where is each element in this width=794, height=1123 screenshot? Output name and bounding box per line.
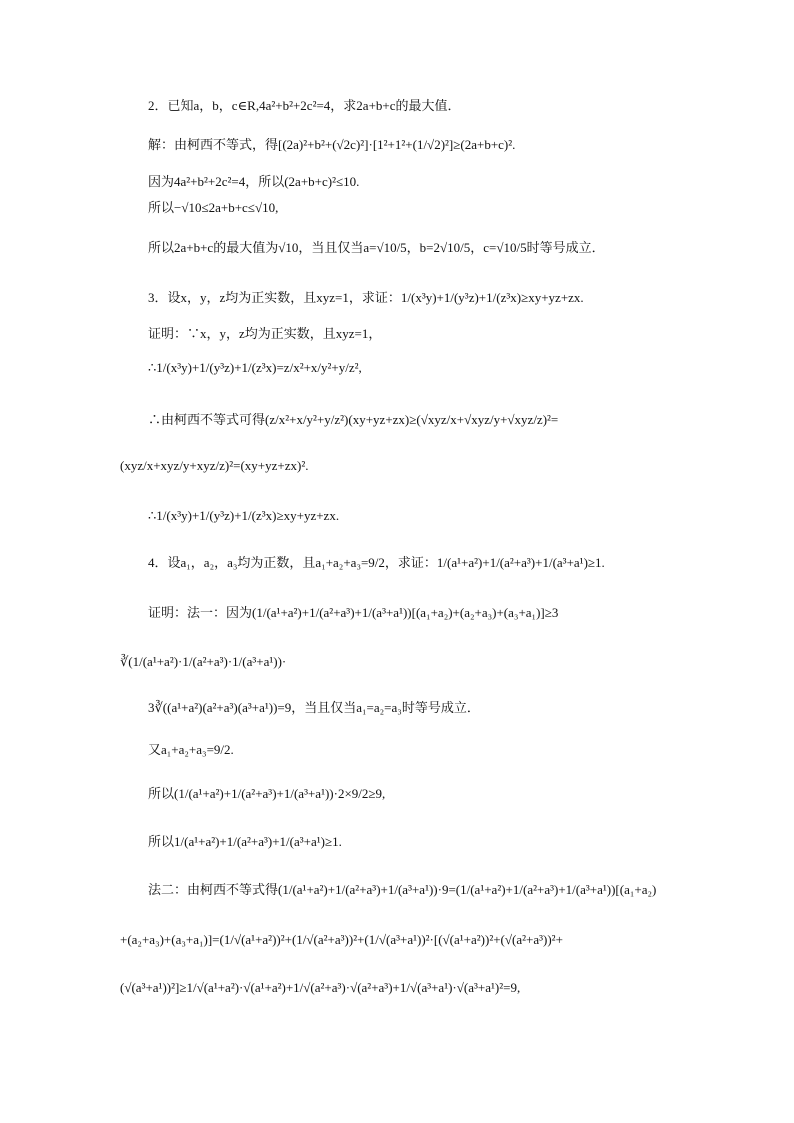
problem-4-line-3: 又a₁+a₂+a₃=9/2. [148,742,234,757]
problem-2-line-1: 因为4a²+b²+2c²=4，所以(2a+b+c)²≤10. [148,174,360,189]
problem-3-proof: 证明：∵x，y，z均为正实数，且xyz=1， [148,326,382,341]
problem-3-line-3: (xyz/x+xyz/y+xyz/z)²=(xy+yz+zx)². [120,458,309,473]
problem-4-line-4: 所以(1/(a¹+a²)+1/(a²+a³)+1/(a³+a¹))·2×9/2≥9, [148,786,386,801]
problem-2-solution: 解：由柯西不等式，得[(2a)²+b²+(√2c)²]·[1²+1²+(1/√2)²]≥(2a+b+c)². [148,137,516,152]
problem-2-title: 2．已知a，b，c∈R,4a²+b²+2c²=4，求2a+b+c的最大值． [148,98,461,113]
problem-4-proof: 证明：法一：因为(1/(a¹+a²)+1/(a²+a³)+1/(a³+a¹))[(a₁+a₂)+(a₂+a₃)+(a₃+a₁)]≥3 [148,605,559,620]
problem-4-method-2: 法二：由柯西不等式得(1/(a¹+a²)+1/(a²+a³)+1/(a³+a¹))·9=(1/(a¹+a²)+1/(a²+a³)+1/(a³+a¹))[(a₁+a₂) [148,882,657,897]
problem-2-line-2: 所以−√10≤2a+b+c≤√10, [148,200,279,215]
problem-3-line-1: ∴1/(x³y)+1/(y³z)+1/(z³x)=z/x²+x/y²+y/z², [148,360,362,375]
problem-3-line-2: ∴由柯西不等式可得(z/x²+x/y²+y/z²)(xy+yz+zx)≥(√xyz/x+√xyz/y+√xyz/z)²= [148,412,559,427]
problem-4-method-2-line-1: +(a₂+a₃)+(a₃+a₁)]=(1/√(a¹+a²))²+(1/√(a²+a³))²+(1/√(a³+a¹))²·[(√(a¹+a²))²+(√(a²+a³))²+ [120,932,563,947]
problem-4-line-5: 所以1/(a¹+a²)+1/(a²+a³)+1/(a³+a¹)≥1. [148,834,342,849]
problem-4-title: 4．设a₁，a₂，a₃均为正数，且a₁+a₂+a₃=9/2，求证：1/(a¹+a²)+1/(a²+a³)+1/(a³+a¹)≥1. [148,555,605,570]
problem-4-line-1: ∛(1/(a¹+a²)·1/(a²+a³)·1/(a³+a¹))· [120,654,287,669]
problem-4-line-2: 3∛((a¹+a²)(a²+a³)(a³+a¹))=9，当且仅当a₁=a₂=a₃时等号成立． [148,700,480,715]
problem-3-line-4: ∴1/(x³y)+1/(y³z)+1/(z³x)≥xy+yz+zx. [148,508,340,523]
problem-2-line-3: 所以2a+b+c的最大值为√10，当且仅当a=√10/5，b=2√10/5，c=√10/5时等号成立． [148,240,605,255]
problem-3-title: 3．设x，y，z均为正实数，且xyz=1，求证：1/(x³y)+1/(y³z)+1/(z³x)≥xy+yz+zx. [148,290,584,305]
problem-4-method-2-line-2: (√(a³+a¹))²]≥1/√(a¹+a²)·√(a¹+a²)+1/√(a²+a³)·√(a²+a³)+1/√(a³+a¹)·√(a³+a¹)²=9, [120,980,521,995]
